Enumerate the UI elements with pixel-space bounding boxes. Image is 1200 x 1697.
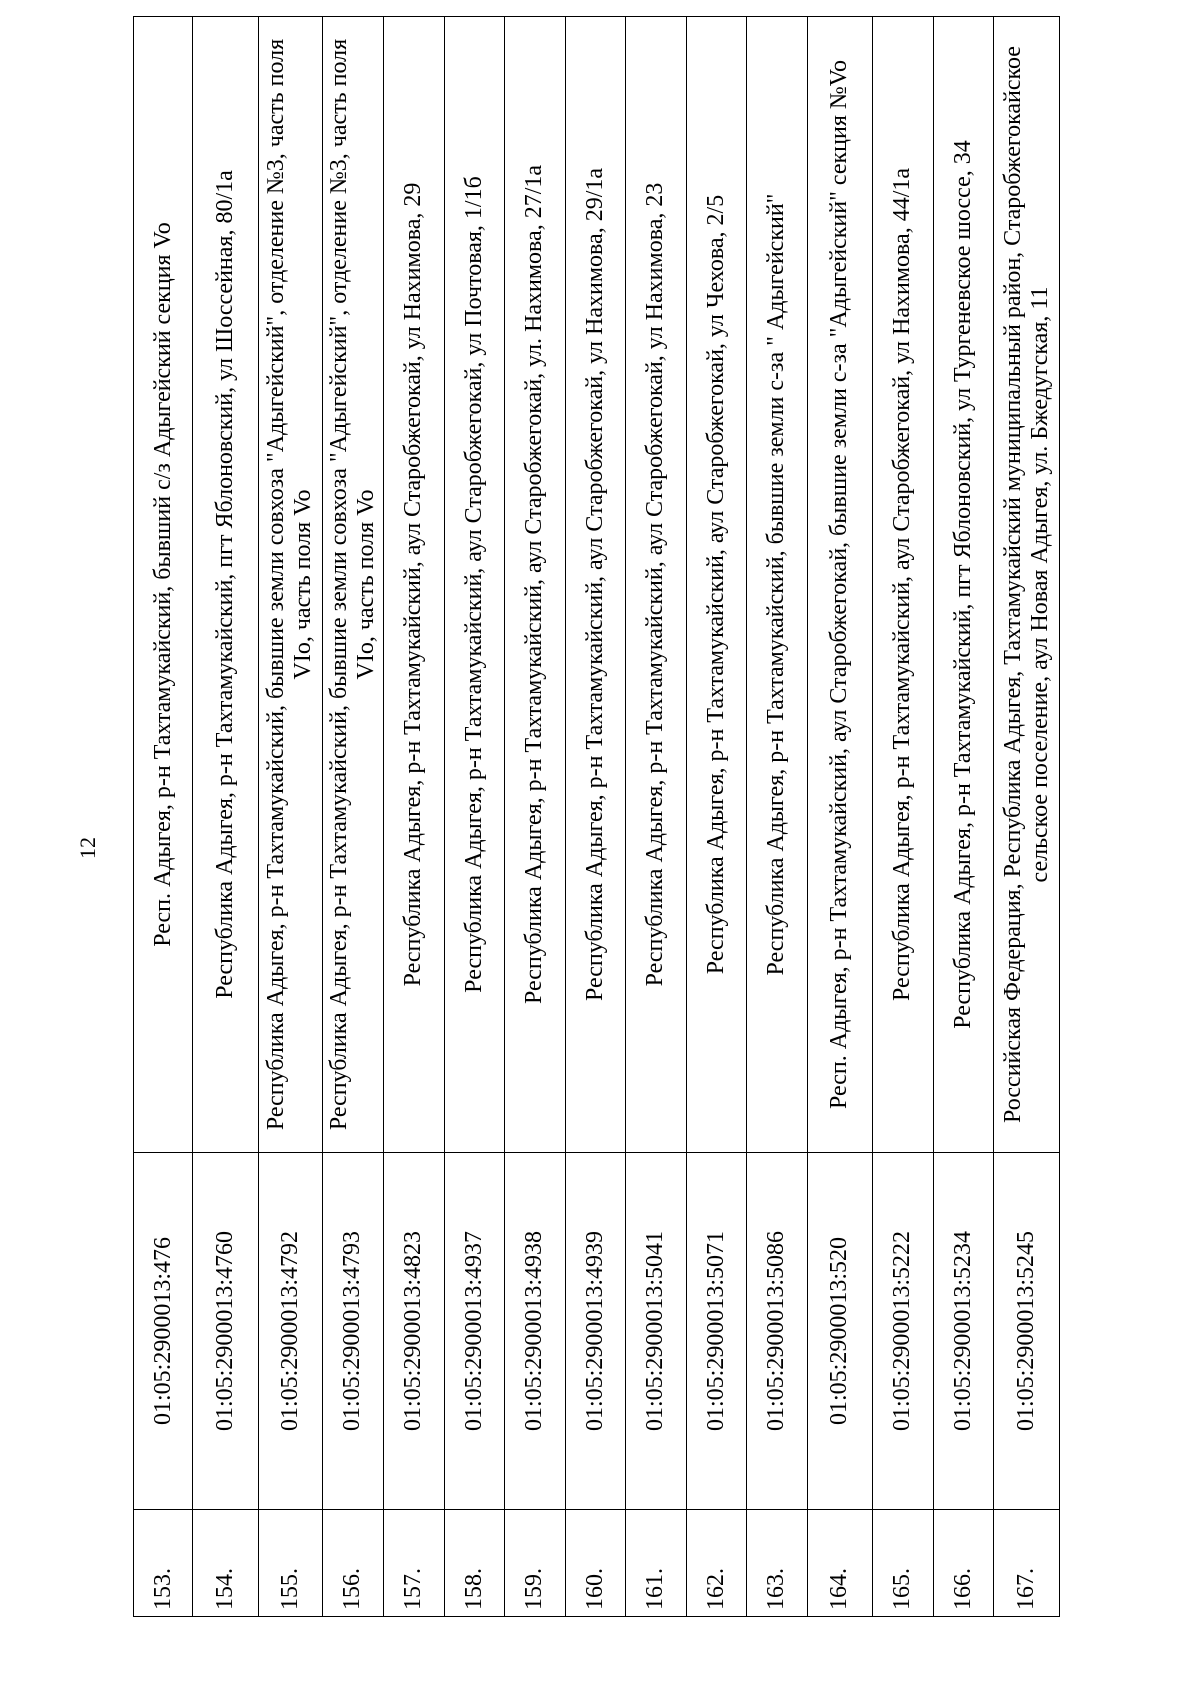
row-number: 158. xyxy=(444,1510,504,1617)
plot-address: Респ. Адыгея, р-н Тахтамукайский, бывший с/з Адыгейский секция Vo xyxy=(134,17,193,1153)
cadastral-number: 01:05:2900013:4793 xyxy=(322,1153,384,1510)
plot-address: Республика Адыгея, р-н Тахтамукайский, аул Старобжегокай, ул Нахимова, 23 xyxy=(626,17,686,1153)
row-number: 161. xyxy=(626,1510,686,1617)
table-row xyxy=(686,17,746,1617)
cadastral-number: 01:05:2900013:4938 xyxy=(505,1153,565,1510)
table-row xyxy=(505,17,565,1617)
row-number: 164. xyxy=(807,1510,873,1617)
table-row xyxy=(322,17,384,1617)
cadastral-number: 01:05:2900013:5245 xyxy=(994,1153,1060,1510)
plot-address: Республика Адыгея, р-н Тахтамукайский, бывшие земли совхоза "Адыгейский", отделение №3, часть поля VIo, часть поля Vo xyxy=(259,17,323,1153)
cadastral-number: 01:05:2900013:5041 xyxy=(626,1153,686,1510)
table-row xyxy=(807,17,873,1617)
table-row xyxy=(873,17,933,1617)
row-number: 162. xyxy=(686,1510,746,1617)
row-number: 165. xyxy=(873,1510,933,1617)
table-row xyxy=(384,17,444,1617)
cadastral-number: 01:05:2900013:5086 xyxy=(747,1153,807,1510)
cadastral-number: 01:05:2900013:5071 xyxy=(686,1153,746,1510)
plot-address: Российская Федерация, Республика Адыгея, Тахтамукайский муниципальный район, Старобжегокайское сельское поселение, аул Новая Адыгея, ул. Бжедугская, 11 xyxy=(994,17,1060,1153)
registry-table-container xyxy=(133,38,1060,1617)
cadastral-number: 01:05:2900013:5234 xyxy=(933,1153,993,1510)
cadastral-number: 01:05:2900013:4823 xyxy=(384,1153,444,1510)
plot-address: Респ. Адыгея, р-н Тахтамукайский, аул Старобжегокай, бывшие земли с-за "Адыгейский" секция №Vo xyxy=(807,17,873,1153)
table-row xyxy=(933,17,993,1617)
table-row xyxy=(134,17,193,1617)
table-row xyxy=(626,17,686,1617)
cadastral-number: 01:05:2900013:4939 xyxy=(565,1153,625,1510)
row-number: 153. xyxy=(134,1510,193,1617)
plot-address: Республика Адыгея, р-н Тахтамукайский, аул Старобжегокай, ул Нахимова, 44/1а xyxy=(873,17,933,1153)
table-row xyxy=(994,17,1060,1617)
cadastral-number: 01:05:2900013:520 xyxy=(807,1153,873,1510)
plot-address: Республика Адыгея, р-н Тахтамукайский, бывшие земли с-за " Адыгейский" xyxy=(747,17,807,1153)
row-number: 156. xyxy=(322,1510,384,1617)
page-number-text: 12 xyxy=(75,837,100,859)
row-number: 166. xyxy=(933,1510,993,1617)
row-number: 167. xyxy=(994,1510,1060,1617)
plot-address: Республика Адыгея, р-н Тахтамукайский, пгт Яблоновский, ул Шоссейная, 80/1а xyxy=(193,17,259,1153)
page-number xyxy=(76,836,100,860)
table-row xyxy=(747,17,807,1617)
row-number: 163. xyxy=(747,1510,807,1617)
cadastral-number: 01:05:2900013:4792 xyxy=(259,1153,323,1510)
plot-address: Республика Адыгея, р-н Тахтамукайский, аул Старобжегокай, ул Нахимова, 29 xyxy=(384,17,444,1153)
cadastral-number: 01:05:2900013:5222 xyxy=(873,1153,933,1510)
cadastral-number: 01:05:2900013:476 xyxy=(134,1153,193,1510)
plot-address: Республика Адыгея, р-н Тахтамукайский, аул Старобжегокай, ул Чехова, 2/5 xyxy=(686,17,746,1153)
cadastral-number: 01:05:2900013:4937 xyxy=(444,1153,504,1510)
row-number: 155. xyxy=(259,1510,323,1617)
row-number: 159. xyxy=(505,1510,565,1617)
plot-address: Республика Адыгея, р-н Тахтамукайский, аул Старобжегокай, ул. Нахимова, 27/1а xyxy=(505,17,565,1153)
plot-address: Республика Адыгея, р-н Тахтамукайский, бывшие земли совхоза "Адыгейский", отделение №3, часть поля VIo, часть поля Vo xyxy=(322,17,384,1153)
row-number: 157. xyxy=(384,1510,444,1617)
table-row xyxy=(193,17,259,1617)
table-row xyxy=(259,17,323,1617)
cadastral-number: 01:05:2900013:4760 xyxy=(193,1153,259,1510)
row-number: 154. xyxy=(193,1510,259,1617)
plot-address: Республика Адыгея, р-н Тахтамукайский, аул Старобжегокай, ул Почтовая, 1/1б xyxy=(444,17,504,1153)
table-row xyxy=(444,17,504,1617)
table-row xyxy=(565,17,625,1617)
row-number: 160. xyxy=(565,1510,625,1617)
plot-address: Республика Адыгея, р-н Тахтамукайский, аул Старобжегокай, ул Нахимова, 29/1а xyxy=(565,17,625,1153)
land-plot-table xyxy=(133,16,1060,1617)
plot-address: Республика Адыгея, р-н Тахтамукайский, пгт Яблоновский, ул Тургеневское шоссе, 34 xyxy=(933,17,993,1153)
